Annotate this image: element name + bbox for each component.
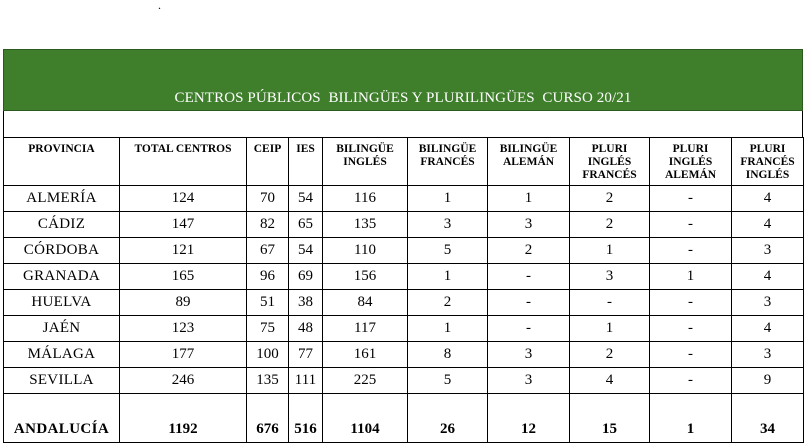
value-cell: 3 [488, 368, 570, 394]
value-cell: 2 [488, 238, 570, 264]
value-cell: 3 [570, 264, 650, 290]
column-header: PLURI INGLÉS FRANCÉS [570, 138, 650, 186]
value-cell: 3 [732, 290, 804, 316]
value-cell: 124 [120, 186, 247, 212]
top-mark: . [158, 0, 161, 12]
value-cell: - [650, 238, 732, 264]
value-cell: 111 [289, 368, 323, 394]
total-row [4, 394, 804, 443]
value-cell: 5 [408, 238, 488, 264]
value-cell: 135 [247, 368, 289, 394]
value-cell: 4 [732, 316, 804, 342]
table-row [4, 368, 804, 394]
value-cell: 4 [732, 186, 804, 212]
header-row [4, 138, 804, 186]
province-cell: JAÉN [4, 316, 120, 342]
value-cell: - [650, 316, 732, 342]
value-cell: 70 [247, 186, 289, 212]
province-cell: ALMERÍA [4, 186, 120, 212]
total-value-cell: 12 [488, 394, 570, 443]
value-cell: - [650, 186, 732, 212]
value-cell: 8 [408, 342, 488, 368]
value-cell: 3 [732, 342, 804, 368]
value-cell: 77 [289, 342, 323, 368]
value-cell: 110 [323, 238, 408, 264]
centros-table [3, 137, 804, 443]
table-row [4, 186, 804, 212]
title-banner [3, 49, 803, 111]
value-cell: 121 [120, 238, 247, 264]
value-cell: 3 [488, 212, 570, 238]
total-value-cell: 1104 [323, 394, 408, 443]
value-cell: 156 [323, 264, 408, 290]
total-value-cell: 1 [650, 394, 732, 443]
value-cell: 225 [323, 368, 408, 394]
table-row [4, 290, 804, 316]
value-cell: - [650, 212, 732, 238]
total-value-cell: 26 [408, 394, 488, 443]
value-cell: 177 [120, 342, 247, 368]
value-cell: 69 [289, 264, 323, 290]
column-header: TOTAL CENTROS [120, 138, 247, 186]
value-cell: 3 [408, 212, 488, 238]
column-header: BILINGÜE ALEMÁN [488, 138, 570, 186]
province-cell: HUELVA [4, 290, 120, 316]
value-cell: - [570, 290, 650, 316]
value-cell: 1 [570, 238, 650, 264]
value-cell: 5 [408, 368, 488, 394]
value-cell: - [488, 290, 570, 316]
column-header: PLURI FRANCÉS INGLÉS [732, 138, 804, 186]
value-cell: 75 [247, 316, 289, 342]
value-cell: 4 [570, 368, 650, 394]
value-cell: - [650, 342, 732, 368]
value-cell: 3 [732, 238, 804, 264]
table-row [4, 316, 804, 342]
value-cell: 135 [323, 212, 408, 238]
table-row [4, 212, 804, 238]
column-header: PROVINCIA [4, 138, 120, 186]
province-cell: MÁLAGA [4, 342, 120, 368]
column-header: BILINGÜE FRANCÉS [408, 138, 488, 186]
value-cell: 4 [732, 264, 804, 290]
table-row [4, 342, 804, 368]
province-cell: GRANADA [4, 264, 120, 290]
table-row [4, 264, 804, 290]
value-cell: 1 [570, 316, 650, 342]
table-title: CENTROS PÚBLICOS BILINGÜES Y PLURILINGÜES CURSO 20/21 [174, 90, 632, 106]
value-cell: - [488, 316, 570, 342]
value-cell: 1 [650, 264, 732, 290]
table-row [4, 238, 804, 264]
value-cell: 1 [408, 264, 488, 290]
value-cell: 4 [732, 212, 804, 238]
column-header: BILINGÜE INGLÉS [323, 138, 408, 186]
province-cell: SEVILLA [4, 368, 120, 394]
total-value-cell: 516 [289, 394, 323, 443]
value-cell: 84 [323, 290, 408, 316]
value-cell: 51 [247, 290, 289, 316]
value-cell: 9 [732, 368, 804, 394]
total-value-cell: 34 [732, 394, 804, 443]
total-label-cell: ANDALUCÍA [4, 394, 120, 443]
value-cell: - [488, 264, 570, 290]
value-cell: 2 [408, 290, 488, 316]
value-cell: 100 [247, 342, 289, 368]
value-cell: - [650, 368, 732, 394]
value-cell: 54 [289, 238, 323, 264]
value-cell: 123 [120, 316, 247, 342]
value-cell: 2 [570, 212, 650, 238]
total-value-cell: 1192 [120, 394, 247, 443]
value-cell: 89 [120, 290, 247, 316]
value-cell: 65 [289, 212, 323, 238]
table-body [4, 186, 804, 443]
value-cell: 2 [570, 342, 650, 368]
province-cell: CÓRDOBA [4, 238, 120, 264]
value-cell: 246 [120, 368, 247, 394]
value-cell: 117 [323, 316, 408, 342]
value-cell: - [650, 290, 732, 316]
value-cell: 161 [323, 342, 408, 368]
value-cell: 1 [408, 186, 488, 212]
value-cell: 1 [488, 186, 570, 212]
value-cell: 147 [120, 212, 247, 238]
value-cell: 67 [247, 238, 289, 264]
value-cell: 116 [323, 186, 408, 212]
province-cell: CÁDIZ [4, 212, 120, 238]
value-cell: 38 [289, 290, 323, 316]
value-cell: 54 [289, 186, 323, 212]
column-header: CEIP [247, 138, 289, 186]
value-cell: 82 [247, 212, 289, 238]
value-cell: 96 [247, 264, 289, 290]
column-header: PLURI INGLÉS ALEMÁN [650, 138, 732, 186]
value-cell: 3 [488, 342, 570, 368]
total-value-cell: 676 [247, 394, 289, 443]
total-value-cell: 15 [570, 394, 650, 443]
value-cell: 165 [120, 264, 247, 290]
value-cell: 48 [289, 316, 323, 342]
column-header: IES [289, 138, 323, 186]
title-spacer-row [3, 111, 803, 138]
value-cell: 2 [570, 186, 650, 212]
value-cell: 1 [408, 316, 488, 342]
